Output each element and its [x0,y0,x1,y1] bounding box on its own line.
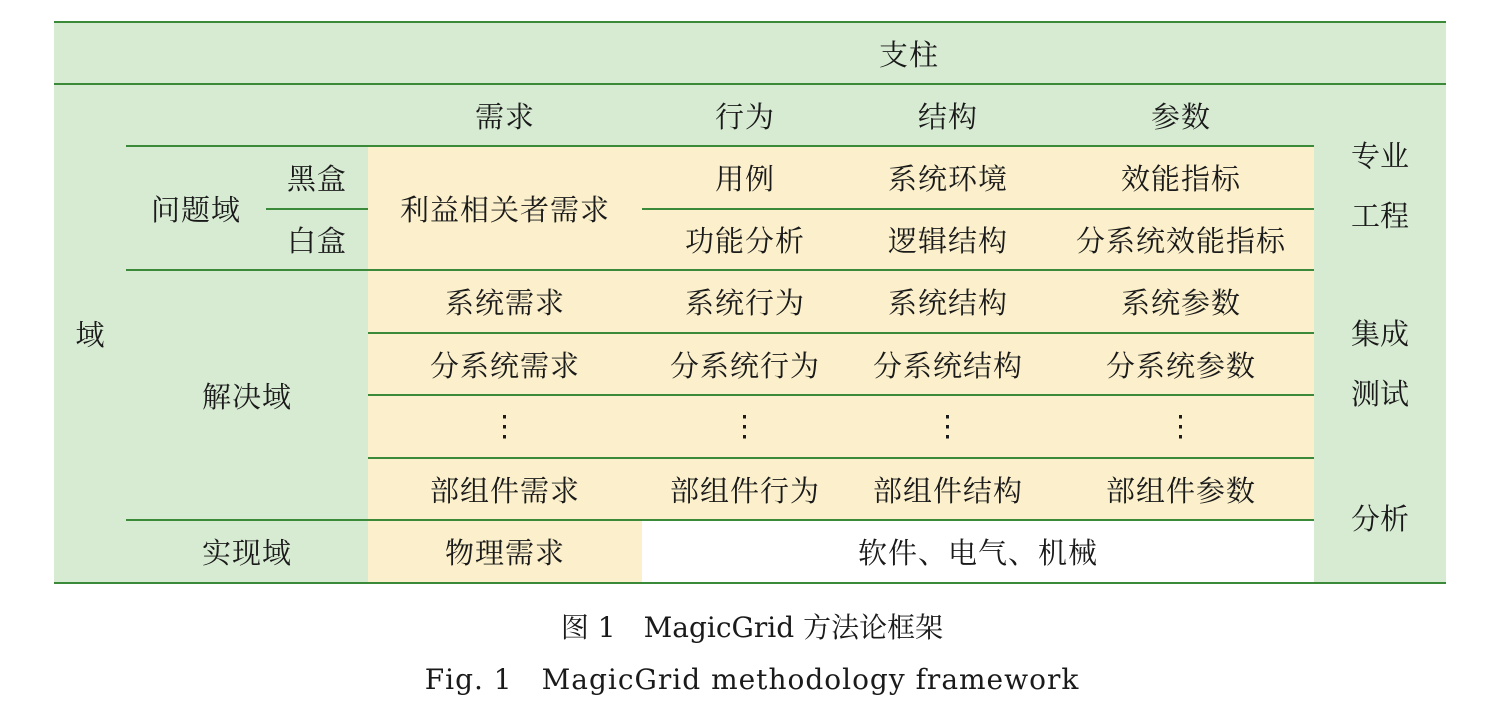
solution-cell: 部组件需求 [429,473,580,508]
white-box-label: 白盒 [286,223,347,258]
realization-cell: 软件、电气、机械 [857,536,1098,570]
magicgrid-framework-table [54,22,1446,583]
solution-cell: 分系统结构 [872,348,1023,383]
integration-testing-label [1314,302,1446,426]
solution-cell: 部组件结构 [872,473,1023,508]
logical-structure-cell: 逻辑结构 [887,223,1008,258]
pillar-header: 支柱 [878,37,939,72]
ellipsis-cell: ⋮ [730,409,760,443]
figure-caption-english: Fig. 1 MagicGrid methodology framework [424,663,1080,696]
implementation-domain-label: 实现域 [201,536,292,570]
stakeholder-needs-cell: 利益相关者需求 [399,192,610,227]
subsystem-moe-cell: 分系统效能指标 [1075,223,1286,258]
solution-cell: 系统结构 [887,285,1008,320]
analysis-label: 分析 [1350,501,1409,536]
solution-cell: 分系统参数 [1105,348,1256,383]
figure-caption-chinese: 图 1 MagicGrid 方法论框架 [560,611,944,644]
ellipsis-cell: ⋮ [933,409,963,443]
column-header-requirements: 需求 [474,99,535,134]
use-case-cell: 用例 [714,161,775,196]
problem-domain-label: 问题域 [150,192,241,227]
system-context-cell: 系统环境 [887,161,1008,196]
solution-cell: 部组件行为 [669,473,820,508]
black-box-label: 黑盒 [286,161,347,196]
solution-cell: 分系统需求 [429,348,580,383]
solution-cell: 系统行为 [684,285,805,320]
physical-requirements-cell: 物理需求 [444,536,565,570]
column-header-parameters: 参数 [1150,99,1211,134]
solution-cell: 系统参数 [1120,285,1241,320]
solution-cell: 部组件参数 [1105,473,1256,508]
solution-domain-label: 解决域 [201,379,292,414]
solution-cell: 分系统行为 [669,348,820,383]
integration-line-2: 测试 [1350,377,1409,411]
ellipsis-cell: ⋮ [1166,409,1196,443]
functional-analysis-cell: 功能分析 [684,223,805,258]
specialty-engineering-label [1314,124,1446,248]
column-header-structure: 结构 [917,99,978,134]
column-header-behavior: 行为 [714,99,775,134]
integration-line-1: 集成 [1350,317,1409,351]
moe-cell: 效能指标 [1120,161,1241,196]
solution-cell: 系统需求 [444,285,565,320]
domain-header: 域 [75,318,105,352]
ellipsis-cell: ⋮ [490,409,520,443]
specialty-line-1: 专业 [1350,139,1409,173]
specialty-line-2: 工程 [1350,199,1409,233]
